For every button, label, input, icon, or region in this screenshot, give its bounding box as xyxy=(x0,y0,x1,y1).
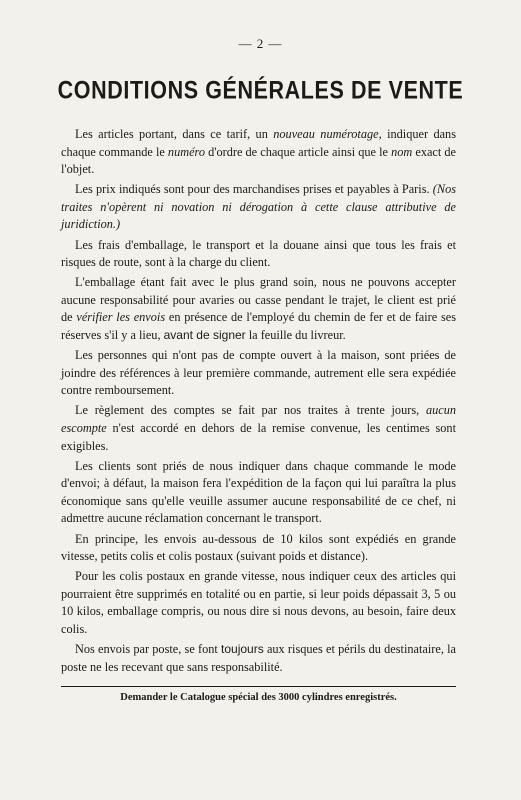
paragraph-text: aux risques et périls du destinataire, la poste ne les recevant que sans responsabilité. xyxy=(61,642,456,674)
paragraph-text: , indiquer dans chaque commande le xyxy=(61,127,456,159)
conditions-body xyxy=(61,126,456,679)
paragraph-text: Le règlement des comptes se fait par nos traites à trente jours, xyxy=(75,403,426,418)
paragraph-text: Pour les colis postaux en grande vitesse, nous indiquer ceux des articles qui pourraient être supprimés en totalité ou en partie, si leur poids dépassait 3, 5 ou 10 kilos, emballage compris, ou nous dire si nous devons, au besoin, faire deux colis. xyxy=(61,569,456,637)
footer-divider xyxy=(61,686,456,687)
emphasis-text: nouveau numérotage xyxy=(273,127,379,141)
emphasis-text: aucun escompte xyxy=(61,403,456,435)
paragraph-text: n'est accordé en dehors de la remise convenue, les centimes sont exigibles. xyxy=(61,421,456,453)
emphasis-text: numéro xyxy=(167,144,206,159)
emphasis-text: (Nos traites n'opèrent ni novation ni dérogation à cette clause attributive de juridiction.) xyxy=(61,182,456,232)
page-title: CONDITIONS GÉNÉRALES DE VENTE xyxy=(57,76,464,105)
condition-paragraph xyxy=(61,458,456,528)
emphasis-text: nom xyxy=(391,144,413,159)
paragraph-text: avant de signer xyxy=(163,328,246,343)
paragraph-text: exact de l'objet. xyxy=(61,144,456,177)
condition-paragraph xyxy=(61,641,456,676)
condition-paragraph xyxy=(61,531,456,566)
emphasis-text: vérifier les envois xyxy=(76,310,166,325)
paragraph-text: Les frais d'emballage, le transport et la douane ainsi que tous les frais et risques de route, sont à la charge du client. xyxy=(61,237,456,270)
paragraph-text: en présence de l'employé du chemin de fer et de faire ses réserves s'il y a lieu, xyxy=(61,310,457,343)
paragraph-text: d'ordre de chaque article ainsi que le xyxy=(205,144,392,159)
condition-paragraph xyxy=(61,237,456,272)
paragraph-text: Les personnes qui n'ont pas de compte ouvert à la maison, sont priées de joindre des références à leur première commande, autrement elle sera expédiée contre remboursement. xyxy=(61,348,456,398)
condition-paragraph xyxy=(61,181,456,234)
condition-paragraph xyxy=(61,274,456,344)
paragraph-text: Les articles portant, dans ce tarif, un xyxy=(75,127,274,141)
condition-paragraph xyxy=(61,568,456,638)
paragraph-text: L'emballage étant fait avec le plus grand soin, nous ne pouvons accepter aucune responsabilité pour avaries ou casse pendant le trajet, le client est prié de xyxy=(61,275,456,325)
paragraph-text: En principe, les envois au-dessous de 10 kilos sont expédiés en grande vitesse, petits colis et colis postaux (suivant poids et distance). xyxy=(61,531,456,564)
paragraph-text: Les prix indiqués sont pour des marchandises prises et payables à Paris. xyxy=(75,182,433,197)
condition-paragraph xyxy=(61,126,456,179)
footer-note: Demander le Catalogue spécial des 3000 cylindres enregistrés. xyxy=(120,692,397,703)
condition-paragraph xyxy=(61,347,456,400)
paragraph-text: Les clients sont priés de nous indiquer dans chaque commande le mode d'envoi; à défaut, la maison fera l'expédition de la façon qui lui paraîtra la plus économique sans qu'elle veuille assumer aucune responsabilité de ce chef, ni admettre aucune réclamation concernant le transport. xyxy=(61,458,456,526)
paragraph-text: toujours xyxy=(221,642,264,657)
condition-paragraph xyxy=(61,402,456,455)
page-number: — 2 — xyxy=(238,36,283,51)
paragraph-text: Nos envois par poste, se font xyxy=(75,642,222,657)
paragraph-text: la feuille du livreur. xyxy=(245,328,346,343)
